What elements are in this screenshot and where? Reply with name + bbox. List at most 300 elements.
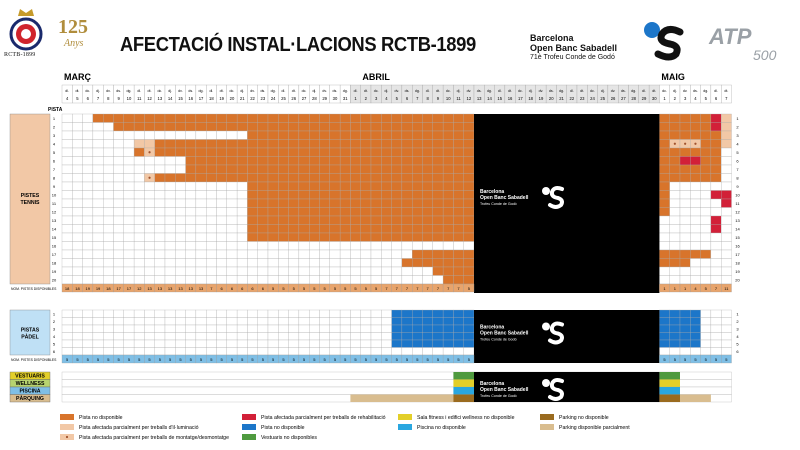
tennis-cell — [206, 208, 216, 217]
tennis-cell — [62, 199, 72, 208]
tennis-cell — [433, 225, 443, 234]
tennis-cell — [670, 267, 680, 276]
padel-available-value: 5 — [117, 357, 120, 362]
tennis-cell — [670, 250, 680, 259]
padel-cell — [144, 325, 154, 333]
tennis-cell — [278, 276, 288, 285]
padel-cell — [330, 348, 340, 356]
tennis-cell — [165, 199, 175, 208]
tennis-cell — [381, 216, 391, 225]
date-label: 30 — [332, 96, 338, 101]
tennis-cell — [186, 242, 196, 251]
tennis-cell — [144, 276, 154, 285]
padel-cell — [93, 333, 103, 341]
tennis-cell — [350, 242, 360, 251]
legend-label: Pista afectada parcialment per treballs de montatge/desmontatge — [79, 435, 229, 441]
court-number-right: 18 — [735, 260, 740, 266]
tennis-cell — [93, 140, 103, 149]
tennis-cell — [330, 174, 340, 183]
padel-cell — [433, 310, 443, 318]
tennis-cell — [114, 114, 124, 123]
service-block-before — [453, 387, 474, 395]
tennis-cell — [299, 267, 309, 276]
padel-cell — [371, 340, 381, 348]
padel-cell — [165, 333, 175, 341]
padel-cell — [134, 333, 144, 341]
tennis-cell — [423, 208, 433, 217]
tennis-cell — [299, 242, 309, 251]
tennis-cell — [340, 259, 350, 268]
padel-cell — [196, 333, 206, 341]
tennis-cell — [227, 174, 237, 183]
weekday-label: ds. — [116, 89, 122, 93]
padel-cell — [721, 325, 731, 333]
tennis-available-value: 5 — [282, 286, 285, 291]
date-label: 26 — [610, 96, 616, 101]
tennis-cell — [711, 157, 721, 166]
tennis-cell — [433, 267, 443, 276]
padel-cell — [711, 325, 721, 333]
tennis-cell — [453, 216, 463, 225]
tennis-cell — [134, 225, 144, 234]
tennis-cell — [371, 267, 381, 276]
tennis-cell — [237, 148, 247, 157]
tennis-cell — [155, 250, 165, 259]
tennis-cell — [175, 191, 185, 200]
tennis-cell — [330, 267, 340, 276]
tennis-cell — [670, 191, 680, 200]
star-marker — [148, 177, 150, 179]
tennis-cell — [258, 259, 268, 268]
tennis-cell — [381, 123, 391, 132]
tennis-cell — [433, 182, 443, 191]
tennis-available-value: 5 — [375, 286, 378, 291]
tennis-cell — [83, 174, 93, 183]
tennis-cell — [134, 165, 144, 174]
event-line-1: Barcelona — [480, 381, 505, 387]
tennis-cell — [258, 208, 268, 217]
tennis-available-value: 13 — [198, 286, 204, 291]
padel-cell — [103, 318, 113, 326]
date-label: 4 — [385, 96, 388, 101]
padel-cell — [196, 340, 206, 348]
padel-cell — [690, 310, 700, 318]
padel-cell — [237, 318, 247, 326]
padel-cell — [392, 348, 402, 356]
date-label: 3 — [374, 96, 378, 101]
tennis-cell — [320, 123, 330, 132]
padel-cell — [299, 325, 309, 333]
tennis-cell — [392, 182, 402, 191]
tennis-cell — [371, 123, 381, 132]
padel-available-value: 5 — [282, 357, 285, 362]
tennis-cell — [72, 276, 82, 285]
padel-cell — [114, 333, 124, 341]
tennis-cell — [165, 131, 175, 140]
tennis-cell — [217, 165, 227, 174]
tennis-available-label: NOM. PISTES DISPONIBLES — [11, 287, 57, 291]
tennis-cell — [237, 250, 247, 259]
tennis-cell — [721, 165, 731, 174]
weekday-label: dc. — [373, 89, 379, 93]
tennis-cell — [711, 148, 721, 157]
tennis-cell — [371, 225, 381, 234]
weekday-label: dg. — [631, 89, 637, 93]
tennis-cell — [247, 131, 257, 140]
tennis-cell — [711, 276, 721, 285]
tennis-cell — [299, 250, 309, 259]
padel-cell — [680, 310, 690, 318]
tennis-cell — [196, 191, 206, 200]
date-label: 4 — [65, 96, 69, 101]
tennis-cell — [289, 191, 299, 200]
tennis-cell — [206, 199, 216, 208]
tennis-cell — [680, 123, 690, 132]
tennis-cell — [340, 199, 350, 208]
tennis-cell — [134, 199, 144, 208]
padel-cell — [711, 318, 721, 326]
tennis-cell — [196, 208, 206, 217]
tennis-available-value: 1 — [663, 286, 666, 291]
tennis-cell — [721, 131, 731, 140]
tennis-cell — [237, 131, 247, 140]
tennis-cell — [701, 233, 711, 242]
tennis-cell — [402, 250, 412, 259]
padel-cell — [186, 318, 196, 326]
tennis-cell — [361, 242, 371, 251]
sponsor-line-3: 71è Trofeu Conde de Godó — [530, 54, 615, 61]
tennis-cell — [93, 182, 103, 191]
padel-cell — [144, 333, 154, 341]
tennis-cell — [289, 216, 299, 225]
tennis-cell — [320, 165, 330, 174]
tennis-cell — [361, 216, 371, 225]
padel-available-value: 5 — [210, 357, 213, 362]
tennis-cell — [258, 250, 268, 259]
tennis-cell — [464, 242, 474, 251]
tennis-available-value: 6 — [230, 286, 234, 291]
tennis-available-value: 7 — [714, 286, 718, 291]
padel-cell — [701, 333, 711, 341]
parking-partial-after — [680, 395, 711, 403]
tennis-cell — [83, 114, 93, 123]
tennis-cell — [361, 276, 371, 285]
tennis-cell — [165, 114, 175, 123]
tennis-cell — [340, 250, 350, 259]
padel-cell — [134, 310, 144, 318]
date-label: 11 — [456, 96, 461, 101]
padel-cell — [340, 333, 350, 341]
tennis-cell — [340, 276, 350, 285]
tennis-cell — [299, 131, 309, 140]
tennis-cell — [350, 157, 360, 166]
padel-cell — [186, 348, 196, 356]
padel-cell — [258, 340, 268, 348]
tennis-cell — [402, 131, 412, 140]
tennis-cell — [412, 225, 422, 234]
padel-available-value: 5 — [189, 357, 192, 362]
tennis-cell — [134, 174, 144, 183]
padel-cell — [165, 340, 175, 348]
padel-available-value: 5 — [169, 357, 172, 362]
padel-cell — [433, 333, 443, 341]
tennis-cell — [350, 131, 360, 140]
tennis-cell — [299, 174, 309, 183]
tennis-cell — [258, 182, 268, 191]
tennis-cell — [103, 157, 113, 166]
tennis-cell — [659, 140, 669, 149]
tennis-cell — [361, 250, 371, 259]
tennis-cell — [330, 148, 340, 157]
tennis-cell — [330, 276, 340, 285]
tennis-cell — [278, 114, 288, 123]
tennis-cell — [361, 225, 371, 234]
tennis-cell — [72, 114, 82, 123]
tennis-cell — [443, 208, 453, 217]
padel-cell — [186, 325, 196, 333]
tennis-cell — [268, 208, 278, 217]
tennis-cell — [175, 276, 185, 285]
court-number-right: 13 — [735, 218, 740, 223]
tennis-available-value: 4 — [694, 286, 697, 291]
tennis-cell — [175, 174, 185, 183]
tennis-cell — [289, 131, 299, 140]
tennis-cell — [196, 199, 206, 208]
date-label: 3 — [683, 96, 687, 101]
padel-number-right: 4 — [736, 334, 739, 339]
tennis-cell — [196, 250, 206, 259]
tennis-cell — [72, 250, 82, 259]
tennis-cell — [258, 131, 268, 140]
tennis-cell — [103, 140, 113, 149]
event-s-logo-ball — [542, 323, 550, 331]
padel-number-left: 6 — [52, 349, 56, 354]
tennis-cell — [144, 199, 154, 208]
tennis-cell — [289, 165, 299, 174]
tennis-cell — [72, 208, 82, 217]
tennis-cell — [93, 199, 103, 208]
tennis-cell — [670, 131, 680, 140]
court-number-left: 16 — [51, 243, 57, 249]
padel-cell — [83, 310, 93, 318]
tennis-cell — [659, 250, 669, 259]
tennis-cell — [701, 174, 711, 183]
tennis-cell — [350, 123, 360, 132]
tennis-cell — [155, 267, 165, 276]
date-label: 11 — [137, 96, 142, 101]
tennis-cell — [217, 225, 227, 234]
padel-cell — [289, 340, 299, 348]
padel-available-value: 5 — [66, 357, 69, 362]
padel-available-value: 5 — [354, 357, 357, 362]
padel-cell — [711, 333, 721, 341]
court-number-right: 8 — [736, 175, 739, 181]
padel-cell — [392, 310, 402, 318]
court-number-right: 5 — [736, 150, 739, 155]
tennis-cell — [124, 182, 134, 191]
padel-cell — [433, 340, 443, 348]
tennis-cell — [701, 131, 711, 140]
month-label: MAIG — [661, 72, 685, 82]
weekday-label: dl. — [65, 89, 70, 93]
tennis-cell — [443, 199, 453, 208]
tennis-cell — [103, 114, 113, 123]
padel-cell — [330, 318, 340, 326]
weekday-label: dv. — [178, 89, 183, 93]
tennis-cell — [247, 123, 257, 132]
tennis-cell — [659, 233, 669, 242]
tennis-cell — [268, 157, 278, 166]
tennis-cell — [124, 174, 134, 183]
date-label: 15 — [178, 96, 183, 101]
tennis-cell — [350, 276, 360, 285]
date-label: 6 — [714, 96, 718, 101]
tennis-cell — [289, 242, 299, 251]
tennis-cell — [721, 199, 731, 208]
padel-cell — [72, 333, 82, 341]
tennis-cell — [433, 216, 443, 225]
tennis-cell — [701, 148, 711, 157]
tennis-cell — [361, 199, 371, 208]
tennis-cell — [155, 216, 165, 225]
tennis-cell — [175, 233, 185, 242]
tennis-available-value: 7 — [426, 286, 429, 291]
tennis-cell — [721, 157, 731, 166]
tennis-cell — [412, 182, 422, 191]
tennis-cell — [464, 250, 474, 259]
tennis-cell — [72, 267, 82, 276]
tennis-cell — [196, 182, 206, 191]
padel-cell — [247, 318, 257, 326]
tennis-cell — [165, 174, 175, 183]
tennis-cell — [453, 165, 463, 174]
padel-cell — [330, 325, 340, 333]
date-label: 13 — [157, 96, 163, 101]
tennis-cell — [186, 182, 196, 191]
tennis-cell — [670, 208, 680, 217]
tennis-available-value: 18 — [106, 286, 111, 291]
tennis-cell — [289, 250, 299, 259]
padel-cell — [206, 318, 216, 326]
tennis-cell — [299, 148, 309, 157]
tennis-cell — [103, 148, 113, 157]
tennis-cell — [103, 267, 113, 276]
tennis-cell — [62, 174, 72, 183]
tennis-cell — [330, 165, 340, 174]
padel-cell — [721, 348, 731, 356]
tennis-cell — [62, 182, 72, 191]
tennis-cell — [93, 242, 103, 251]
padel-available-value: 5 — [86, 357, 89, 362]
tennis-cell — [144, 191, 154, 200]
tennis-cell — [350, 250, 360, 259]
padel-cell — [350, 340, 360, 348]
tennis-available-value: 19 — [85, 286, 90, 291]
date-label: 25 — [281, 96, 286, 101]
tennis-cell — [258, 216, 268, 225]
padel-cell — [258, 333, 268, 341]
padel-cell — [144, 310, 154, 318]
padel-cell — [721, 340, 731, 348]
date-label: 22 — [250, 96, 255, 101]
tennis-cell — [103, 191, 113, 200]
legend-label: Pista no disponible — [79, 415, 123, 421]
tennis-cell — [721, 259, 731, 268]
padel-cell — [350, 310, 360, 318]
tennis-cell — [217, 242, 227, 251]
tennis-cell — [361, 267, 371, 276]
tennis-cell — [289, 267, 299, 276]
tennis-cell — [186, 216, 196, 225]
tennis-cell — [423, 267, 433, 276]
tennis-cell — [247, 182, 257, 191]
tennis-cell — [114, 123, 124, 132]
tennis-available-value: 5 — [302, 286, 306, 291]
tennis-cell — [268, 216, 278, 225]
tennis-cell — [423, 242, 433, 251]
tennis-cell — [227, 208, 237, 217]
padel-cell — [83, 325, 93, 333]
tennis-cell — [670, 233, 680, 242]
padel-cell — [278, 325, 288, 333]
weekday-label: dt. — [363, 89, 368, 93]
tennis-cell — [247, 148, 257, 157]
tennis-cell — [268, 174, 278, 183]
tennis-cell — [247, 233, 257, 242]
padel-cell — [72, 325, 82, 333]
tennis-cell — [721, 191, 731, 200]
tennis-cell — [165, 157, 175, 166]
tennis-cell — [320, 250, 330, 259]
padel-cell — [381, 333, 391, 341]
tennis-cell — [361, 148, 371, 157]
tennis-cell — [309, 199, 319, 208]
padel-number-right: 1 — [736, 311, 739, 317]
tennis-cell — [299, 140, 309, 149]
tennis-cell — [124, 165, 134, 174]
tennis-cell — [114, 131, 124, 140]
padel-number-left: 2 — [52, 319, 56, 324]
tennis-cell — [278, 225, 288, 234]
padel-cell — [93, 310, 103, 318]
tennis-cell — [155, 233, 165, 242]
padel-cell — [402, 310, 412, 318]
tennis-available-value: 5 — [333, 286, 337, 291]
padel-cell — [227, 318, 237, 326]
weekday-label: ds. — [332, 89, 338, 93]
tennis-cell — [217, 174, 227, 183]
date-label: 8 — [107, 96, 110, 101]
tennis-cell — [402, 114, 412, 123]
event-s-logo-ball — [542, 187, 550, 195]
tennis-cell — [670, 182, 680, 191]
tennis-cell — [453, 148, 463, 157]
tennis-cell — [83, 216, 93, 225]
padel-cell — [124, 340, 134, 348]
padel-cell — [721, 310, 731, 318]
tennis-cell — [464, 233, 474, 242]
date-label: 25 — [600, 96, 606, 101]
padel-cell — [350, 348, 360, 356]
tennis-cell — [350, 165, 360, 174]
tennis-cell — [299, 276, 309, 285]
court-number-right: 7 — [736, 167, 739, 172]
tennis-cell — [670, 276, 680, 285]
tennis-cell — [320, 199, 330, 208]
tennis-cell — [371, 140, 381, 149]
tennis-cell — [93, 114, 103, 123]
tennis-cell — [340, 148, 350, 157]
